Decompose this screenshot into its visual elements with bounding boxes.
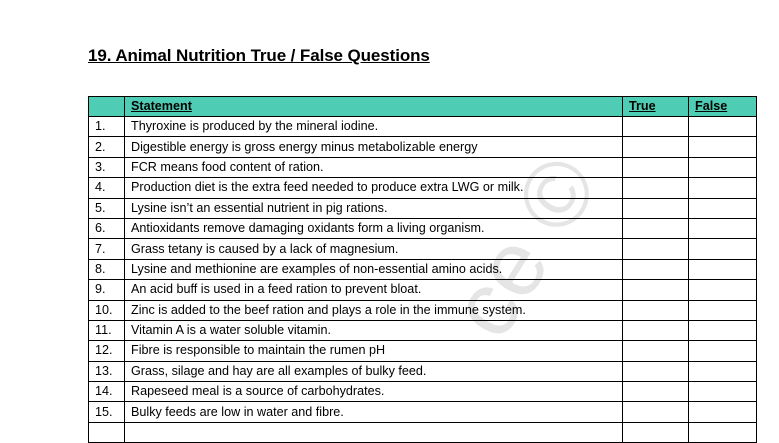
false-answer-cell[interactable] — [689, 280, 757, 300]
false-answer-cell[interactable] — [689, 239, 757, 259]
page-title: 19. Animal Nutrition True / False Questions — [88, 46, 430, 65]
false-answer-cell[interactable] — [689, 157, 757, 177]
row-number: 4. — [89, 178, 125, 198]
header-statement: Statement — [125, 97, 623, 117]
table-row — [89, 280, 757, 300]
true-answer-cell[interactable] — [623, 259, 689, 279]
watermark: ce © — [430, 138, 619, 355]
row-number: 15. — [89, 402, 125, 422]
row-number: 6. — [89, 218, 125, 238]
row-number: 8. — [89, 259, 125, 279]
true-answer-cell[interactable] — [623, 361, 689, 381]
table-row — [89, 198, 757, 218]
row-number: 10. — [89, 300, 125, 320]
row-statement: Grass tetany is caused by a lack of magnesium. — [125, 239, 623, 259]
false-answer-cell[interactable] — [689, 218, 757, 238]
false-answer-cell[interactable] — [689, 137, 757, 157]
row-statement: Grass, silage and hay are all examples of bulky feed. — [125, 361, 623, 381]
row-statement: Digestible energy is gross energy minus metabolizable energy — [125, 137, 623, 157]
true-answer-cell[interactable] — [623, 157, 689, 177]
true-false-table — [88, 96, 757, 443]
false-answer-cell[interactable] — [689, 341, 757, 361]
row-statement: Lysine isn’t an essential nutrient in pig rations. — [125, 198, 623, 218]
header-false: False — [689, 97, 757, 117]
row-number: 7. — [89, 239, 125, 259]
true-answer-cell[interactable] — [623, 198, 689, 218]
true-answer-cell[interactable] — [623, 178, 689, 198]
false-answer-cell[interactable] — [689, 402, 757, 422]
table-row — [89, 239, 757, 259]
table-row — [89, 259, 757, 279]
row-number — [89, 422, 125, 442]
header-number — [89, 97, 125, 117]
true-answer-cell[interactable] — [623, 320, 689, 340]
false-answer-cell[interactable] — [689, 361, 757, 381]
row-statement: Antioxidants remove damaging oxidants form a living organism. — [125, 218, 623, 238]
true-answer-cell[interactable] — [623, 422, 689, 442]
table-row — [89, 157, 757, 177]
table-row — [89, 137, 757, 157]
true-answer-cell[interactable] — [623, 137, 689, 157]
row-statement: Fibre is responsible to maintain the rumen pH — [125, 341, 623, 361]
row-number: 12. — [89, 341, 125, 361]
row-statement: Zinc is added to the beef ration and plays a role in the immune system. — [125, 300, 623, 320]
row-number: 14. — [89, 382, 125, 402]
table-row — [89, 361, 757, 381]
false-answer-cell[interactable] — [689, 422, 757, 442]
false-answer-cell[interactable] — [689, 300, 757, 320]
table-row — [89, 341, 757, 361]
true-answer-cell[interactable] — [623, 341, 689, 361]
table-row — [89, 320, 757, 340]
table-row — [89, 218, 757, 238]
row-statement: FCR means food content of ration. — [125, 157, 623, 177]
table-row — [89, 422, 757, 442]
table-header-row — [89, 97, 757, 117]
false-answer-cell[interactable] — [689, 178, 757, 198]
row-statement — [125, 422, 623, 442]
true-answer-cell[interactable] — [623, 280, 689, 300]
true-answer-cell[interactable] — [623, 382, 689, 402]
row-number: 2. — [89, 137, 125, 157]
table-row — [89, 382, 757, 402]
row-number: 13. — [89, 361, 125, 381]
table-row — [89, 178, 757, 198]
row-statement: Vitamin A is a water soluble vitamin. — [125, 320, 623, 340]
row-number: 9. — [89, 280, 125, 300]
row-statement: Bulky feeds are low in water and fibre. — [125, 402, 623, 422]
true-answer-cell[interactable] — [623, 239, 689, 259]
false-answer-cell[interactable] — [689, 117, 757, 137]
row-number: 1. — [89, 117, 125, 137]
row-statement: Rapeseed meal is a source of carbohydrates. — [125, 382, 623, 402]
false-answer-cell[interactable] — [689, 320, 757, 340]
header-true: True — [623, 97, 689, 117]
row-statement: Lysine and methionine are examples of non-essential amino acids. — [125, 259, 623, 279]
false-answer-cell[interactable] — [689, 259, 757, 279]
row-statement: An acid buff is used in a feed ration to prevent bloat. — [125, 280, 623, 300]
row-statement: Production diet is the extra feed needed to produce extra LWG or milk. — [125, 178, 623, 198]
row-number: 11. — [89, 320, 125, 340]
row-statement: Thyroxine is produced by the mineral iodine. — [125, 117, 623, 137]
table-row — [89, 402, 757, 422]
table-row — [89, 300, 757, 320]
row-number: 5. — [89, 198, 125, 218]
true-answer-cell[interactable] — [623, 117, 689, 137]
false-answer-cell[interactable] — [689, 198, 757, 218]
true-answer-cell[interactable] — [623, 300, 689, 320]
table-row — [89, 117, 757, 137]
true-answer-cell[interactable] — [623, 218, 689, 238]
table-body — [89, 117, 757, 443]
false-answer-cell[interactable] — [689, 382, 757, 402]
row-number: 3. — [89, 157, 125, 177]
true-answer-cell[interactable] — [623, 402, 689, 422]
